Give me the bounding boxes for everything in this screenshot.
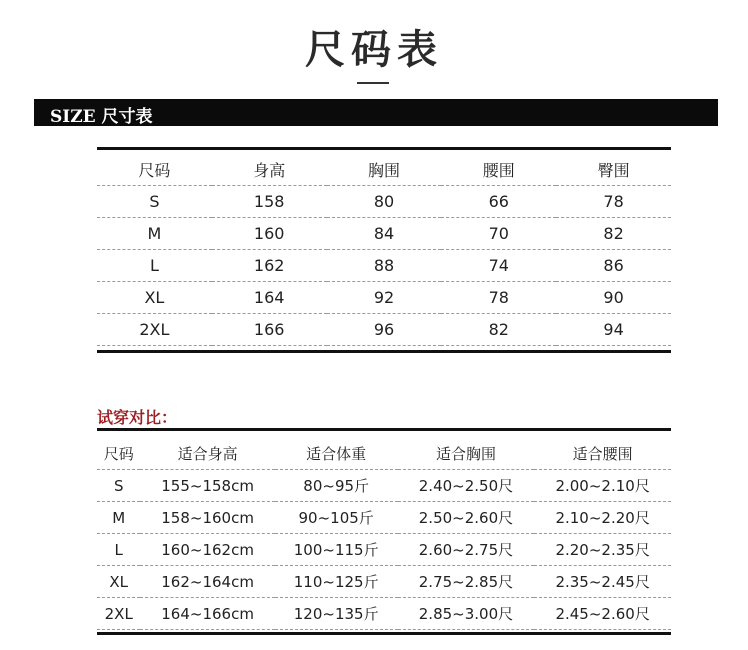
table-cell: M	[147, 224, 162, 243]
table-cell: 164~166cm	[161, 604, 254, 623]
table-cell: 164	[253, 288, 285, 307]
table-row	[97, 502, 671, 534]
table-cell: XL	[144, 288, 165, 307]
table-cell: 2XL	[139, 320, 170, 339]
table-cell: 162~164cm	[161, 572, 254, 591]
table-cell: 2.20~2.35尺	[555, 541, 650, 559]
header-cell: 适合胸围	[435, 445, 496, 463]
table-cell: 96	[373, 320, 395, 339]
table-cell: 82	[488, 320, 509, 339]
table-row	[97, 282, 671, 314]
table-row	[97, 218, 671, 250]
table-cell: 158~160cm	[161, 508, 254, 527]
table-row	[97, 250, 671, 282]
table-cell: 2.85~3.00尺	[418, 605, 514, 623]
table-cell: 158	[253, 192, 285, 211]
header-cell: 适合体重	[306, 445, 367, 463]
trial-table	[97, 438, 671, 630]
table-cell: 110~125斤	[293, 573, 379, 591]
table-cell: L	[149, 256, 159, 275]
table-cell: 82	[603, 224, 624, 243]
table-cell: 160	[253, 224, 285, 243]
size-table-bottom-rule	[97, 350, 671, 353]
header-cell: 腰围	[482, 161, 515, 180]
table-cell: XL	[109, 572, 129, 591]
title-underline	[357, 82, 389, 84]
header-cell: 臀围	[597, 161, 630, 180]
header-cell: 胸围	[367, 161, 400, 180]
table-cell: 2.50~2.60尺	[418, 509, 514, 527]
table-cell: 90	[603, 288, 624, 307]
table-cell: 2.45~2.60尺	[555, 605, 650, 623]
size-table	[97, 154, 671, 346]
table-cell: S	[113, 476, 124, 495]
trial-comparison-label: 试穿对比：	[97, 408, 178, 427]
table-cell: 2.10~2.20尺	[555, 509, 650, 527]
page-title: 尺码表	[305, 27, 443, 73]
table-cell: 2.60~2.75尺	[418, 541, 514, 559]
table-cell: 155~158cm	[161, 476, 254, 495]
size-header-bar	[34, 99, 718, 126]
table-cell: 78	[488, 288, 509, 307]
table-cell: 90~105斤	[298, 509, 374, 527]
table-cell: 84	[373, 224, 395, 243]
header-cell: 尺码	[138, 161, 171, 180]
table-cell: 88	[373, 256, 395, 275]
table-row	[97, 470, 671, 502]
table-cell: 94	[603, 320, 624, 339]
table-cell: 86	[603, 256, 624, 275]
table-cell: 2.40~2.50尺	[418, 477, 514, 495]
header-cell: 适合身高	[177, 445, 238, 463]
table-cell: S	[149, 192, 160, 211]
table-cell: 92	[373, 288, 395, 307]
table-row	[97, 186, 671, 218]
header-cell: 适合腰围	[572, 445, 633, 463]
table-row	[97, 314, 671, 346]
table-cell: 160~162cm	[161, 540, 254, 559]
table-cell: 80~95斤	[303, 477, 370, 495]
table-cell: 74	[488, 256, 509, 275]
table-cell: 120~135斤	[293, 605, 379, 623]
table-row	[97, 534, 671, 566]
trial-table-top-rule	[97, 428, 671, 431]
table-cell: 2XL	[104, 604, 133, 623]
header-cell: 尺码	[103, 445, 134, 463]
trial-table-bottom-rule	[97, 632, 671, 635]
table-cell: M	[112, 508, 126, 527]
table-header-row	[97, 154, 671, 186]
table-cell: 70	[488, 224, 509, 243]
size-table-top-rule	[97, 147, 671, 150]
header-cell: 身高	[253, 161, 286, 180]
table-cell: 80	[373, 192, 395, 211]
table-cell: 162	[253, 256, 285, 275]
table-header-row	[97, 438, 671, 470]
table-cell: 166	[253, 320, 285, 339]
table-cell: L	[114, 540, 123, 559]
size-header-label: SIZE 尺寸表	[50, 107, 153, 127]
table-row	[97, 566, 671, 598]
table-cell: 78	[603, 192, 624, 211]
table-cell: 66	[488, 192, 509, 211]
table-cell: 2.75~2.85尺	[418, 573, 514, 591]
table-cell: 2.35~2.45尺	[555, 573, 650, 591]
table-cell: 100~115斤	[293, 541, 379, 559]
table-cell: 2.00~2.10尺	[555, 477, 650, 495]
table-row	[97, 598, 671, 630]
